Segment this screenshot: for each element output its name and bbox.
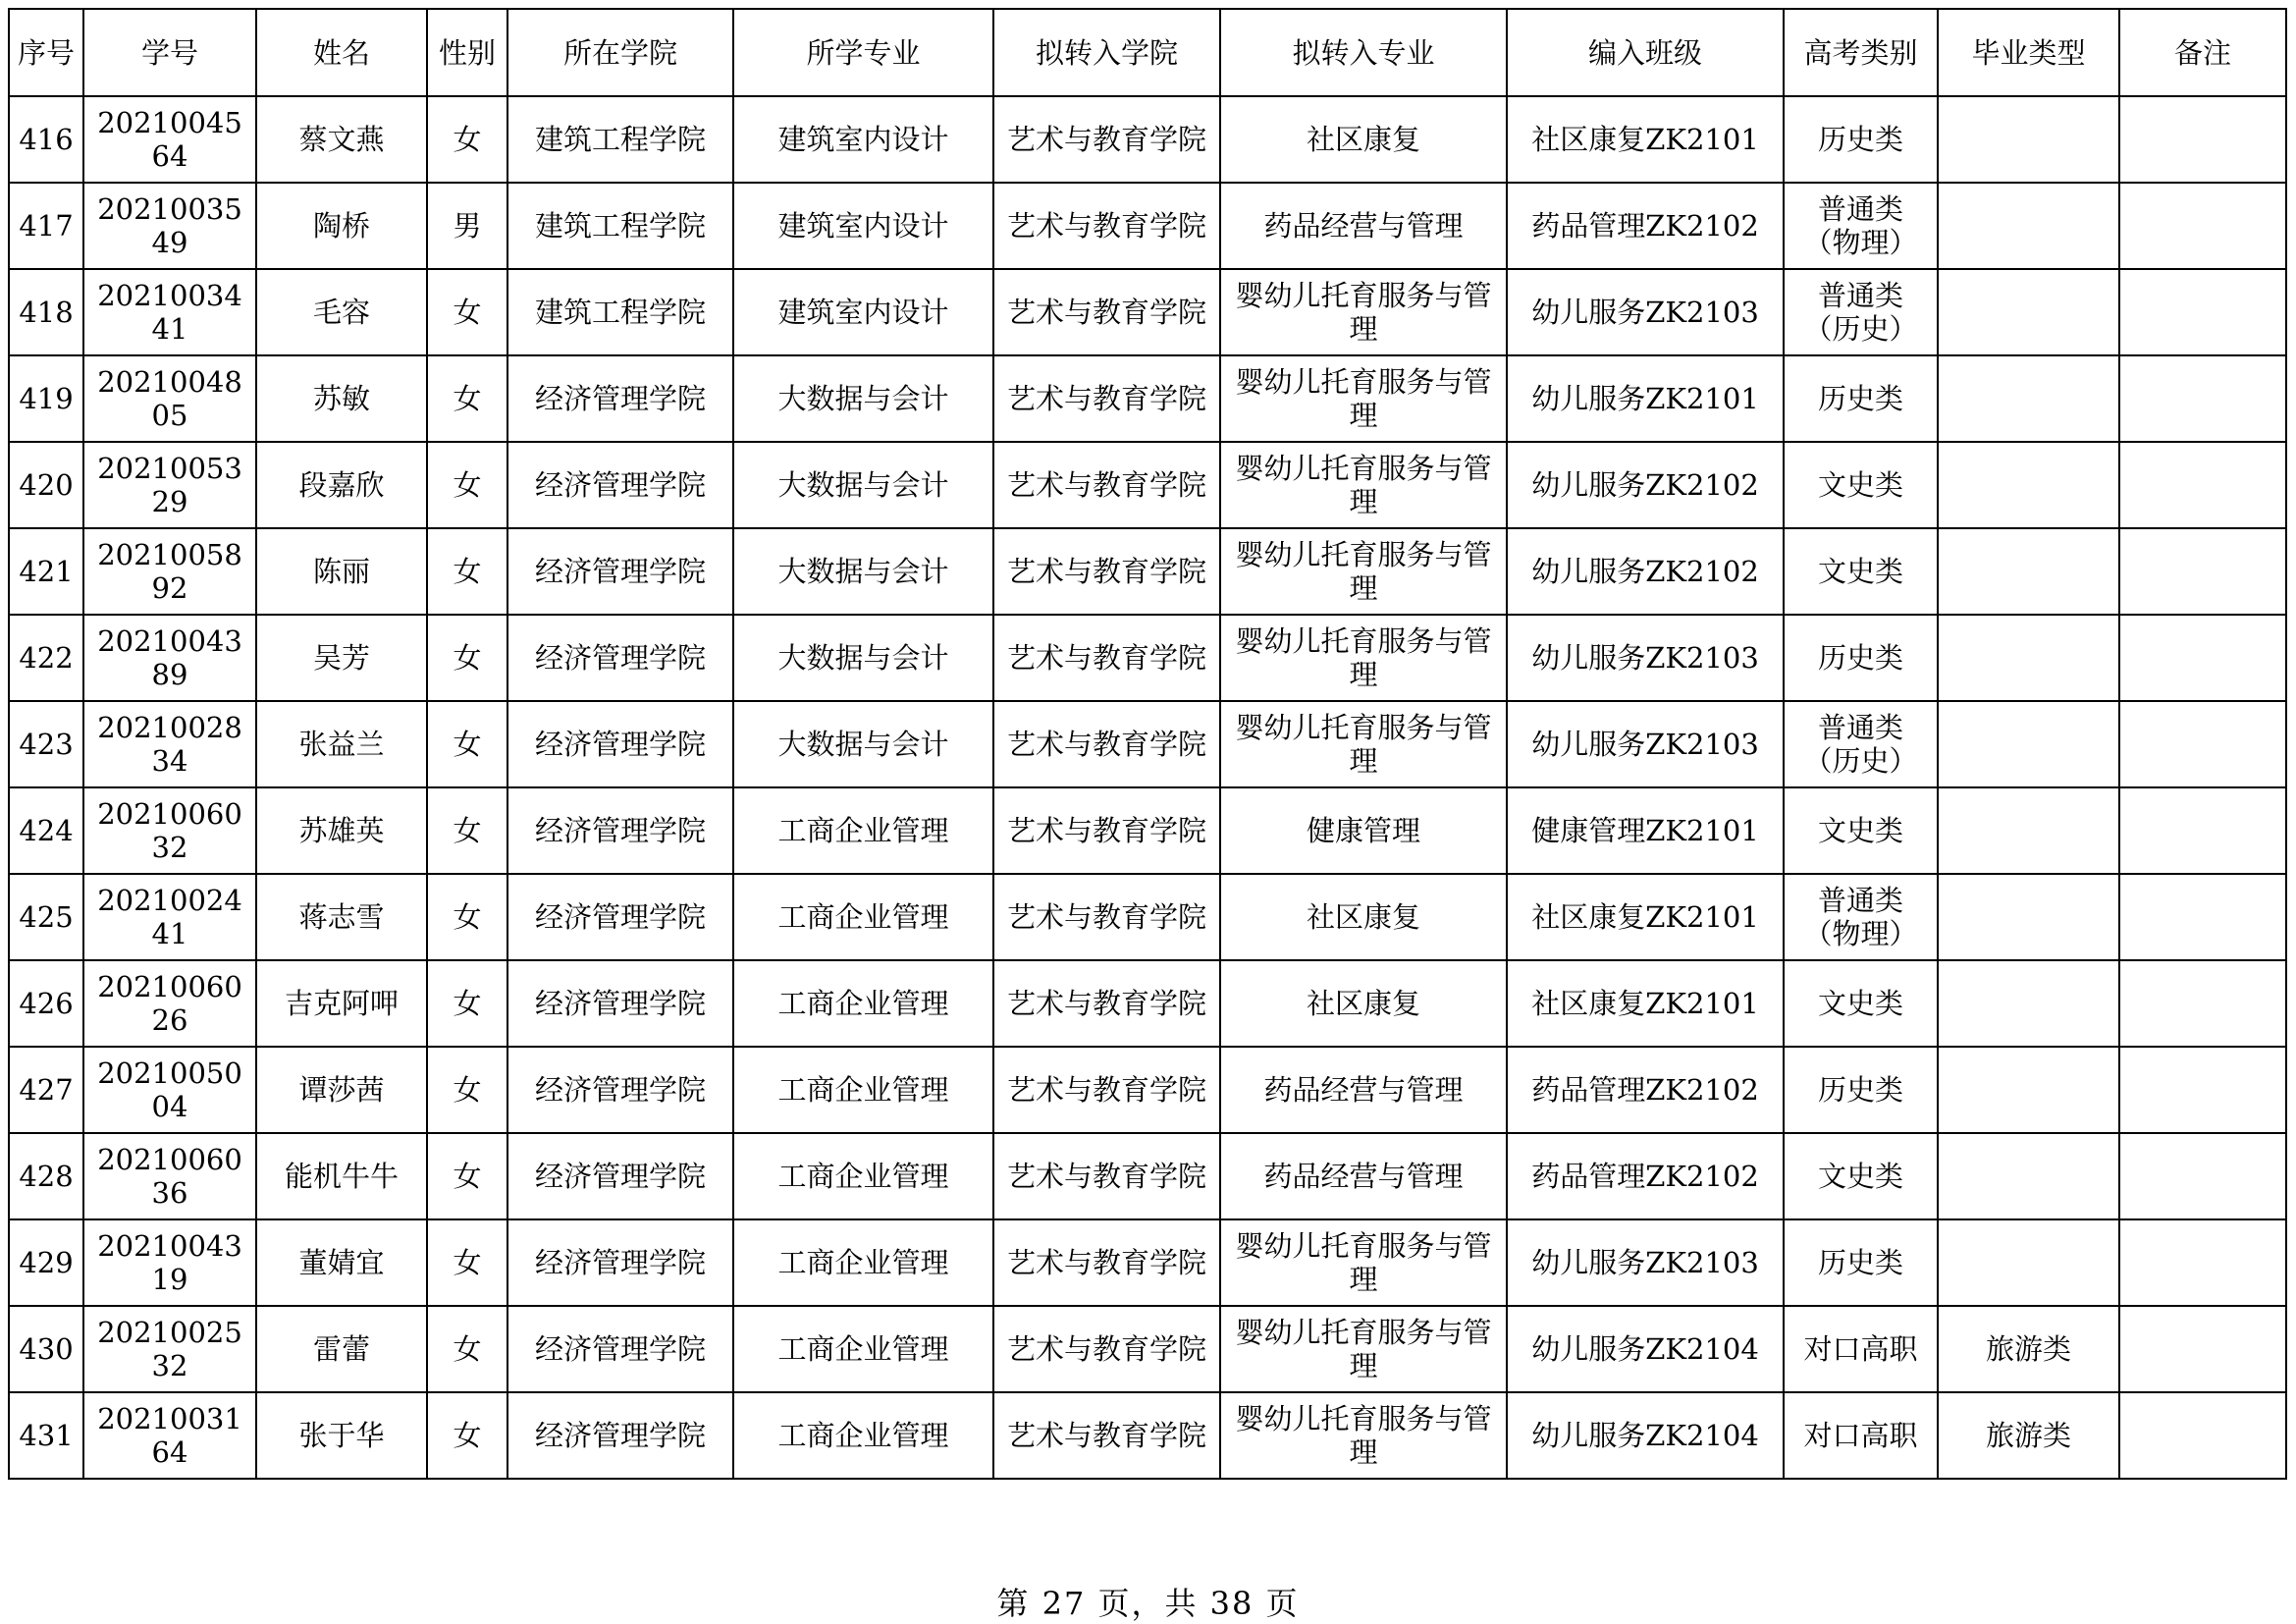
cell-class: 幼儿服务ZK2104 — [1507, 1392, 1784, 1479]
cell-name: 张益兰 — [256, 701, 427, 787]
cell-gender: 女 — [427, 96, 507, 183]
header-graduation-type: 毕业类型 — [1938, 9, 2119, 96]
header-target-major: 拟转入专业 — [1220, 9, 1507, 96]
cell-name: 陶桥 — [256, 183, 427, 269]
header-seq: 序号 — [9, 9, 83, 96]
cell-current-college: 建筑工程学院 — [507, 96, 733, 183]
cell-graduation-type — [1938, 528, 2119, 615]
cell-seq: 428 — [9, 1133, 83, 1219]
cell-current-college: 经济管理学院 — [507, 1133, 733, 1219]
cell-exam-category: 普通类（历史） — [1784, 269, 1938, 355]
table-row — [9, 183, 2286, 269]
cell-gender: 女 — [427, 1392, 507, 1479]
cell-name: 毛容 — [256, 269, 427, 355]
cell-remarks — [2119, 1133, 2286, 1219]
cell-class: 幼儿服务ZK2103 — [1507, 701, 1784, 787]
cell-target-college: 艺术与教育学院 — [993, 1306, 1220, 1392]
cell-seq: 429 — [9, 1219, 83, 1306]
cell-graduation-type — [1938, 442, 2119, 528]
transfer-student-table — [8, 8, 2287, 1480]
cell-remarks — [2119, 701, 2286, 787]
cell-seq: 420 — [9, 442, 83, 528]
cell-class: 健康管理ZK2101 — [1507, 787, 1784, 874]
cell-graduation-type — [1938, 183, 2119, 269]
cell-gender: 女 — [427, 615, 507, 701]
cell-current-college: 经济管理学院 — [507, 1392, 733, 1479]
cell-current-major: 大数据与会计 — [733, 615, 993, 701]
cell-name: 蒋志雪 — [256, 874, 427, 960]
cell-student-id: 2021006032 — [83, 787, 256, 874]
cell-graduation-type — [1938, 1133, 2119, 1219]
cell-seq: 431 — [9, 1392, 83, 1479]
cell-student-id: 2021004389 — [83, 615, 256, 701]
cell-target-major: 社区康复 — [1220, 96, 1507, 183]
cell-target-major: 婴幼儿托育服务与管理 — [1220, 442, 1507, 528]
cell-name: 谭莎茜 — [256, 1047, 427, 1133]
cell-class: 社区康复ZK2101 — [1507, 96, 1784, 183]
cell-student-id: 2021005329 — [83, 442, 256, 528]
cell-remarks — [2119, 1047, 2286, 1133]
cell-target-major: 药品经营与管理 — [1220, 183, 1507, 269]
table-row — [9, 1219, 2286, 1306]
cell-remarks — [2119, 269, 2286, 355]
cell-seq: 421 — [9, 528, 83, 615]
cell-exam-category: 文史类 — [1784, 1133, 1938, 1219]
table-row — [9, 701, 2286, 787]
table-row — [9, 874, 2286, 960]
cell-gender: 男 — [427, 183, 507, 269]
cell-gender: 女 — [427, 1306, 507, 1392]
cell-student-id: 2021002834 — [83, 701, 256, 787]
cell-current-major: 工商企业管理 — [733, 1133, 993, 1219]
cell-target-college: 艺术与教育学院 — [993, 1133, 1220, 1219]
cell-name: 段嘉欣 — [256, 442, 427, 528]
cell-name: 能机牛牛 — [256, 1133, 427, 1219]
table-row — [9, 528, 2286, 615]
cell-class: 幼儿服务ZK2102 — [1507, 528, 1784, 615]
cell-target-major: 药品经营与管理 — [1220, 1133, 1507, 1219]
cell-exam-category: 历史类 — [1784, 1047, 1938, 1133]
cell-current-college: 经济管理学院 — [507, 960, 733, 1047]
cell-remarks — [2119, 960, 2286, 1047]
cell-current-college: 经济管理学院 — [507, 615, 733, 701]
cell-student-id: 2021003549 — [83, 183, 256, 269]
cell-gender: 女 — [427, 442, 507, 528]
cell-current-major: 工商企业管理 — [733, 1392, 993, 1479]
table-header — [9, 9, 2286, 96]
cell-name: 吴芳 — [256, 615, 427, 701]
table-row — [9, 960, 2286, 1047]
cell-exam-category: 普通类（物理） — [1784, 183, 1938, 269]
cell-remarks — [2119, 355, 2286, 442]
table-row — [9, 615, 2286, 701]
cell-graduation-type — [1938, 701, 2119, 787]
cell-gender: 女 — [427, 787, 507, 874]
cell-remarks — [2119, 528, 2286, 615]
cell-target-major: 婴幼儿托育服务与管理 — [1220, 615, 1507, 701]
cell-target-college: 艺术与教育学院 — [993, 1219, 1220, 1306]
cell-target-major: 婴幼儿托育服务与管理 — [1220, 701, 1507, 787]
cell-seq: 424 — [9, 787, 83, 874]
header-remarks: 备注 — [2119, 9, 2286, 96]
cell-target-college: 艺术与教育学院 — [993, 528, 1220, 615]
cell-current-college: 经济管理学院 — [507, 787, 733, 874]
cell-graduation-type — [1938, 1219, 2119, 1306]
cell-current-major: 建筑室内设计 — [733, 269, 993, 355]
cell-remarks — [2119, 442, 2286, 528]
cell-current-college: 经济管理学院 — [507, 528, 733, 615]
cell-current-major: 大数据与会计 — [733, 528, 993, 615]
cell-target-college: 艺术与教育学院 — [993, 701, 1220, 787]
cell-current-college: 经济管理学院 — [507, 1047, 733, 1133]
cell-target-college: 艺术与教育学院 — [993, 442, 1220, 528]
cell-current-major: 大数据与会计 — [733, 701, 993, 787]
cell-student-id: 2021005004 — [83, 1047, 256, 1133]
cell-name: 吉克阿呷 — [256, 960, 427, 1047]
cell-exam-category: 普通类（物理） — [1784, 874, 1938, 960]
header-class: 编入班级 — [1507, 9, 1784, 96]
cell-seq: 426 — [9, 960, 83, 1047]
cell-name: 苏敏 — [256, 355, 427, 442]
header-student-id: 学号 — [83, 9, 256, 96]
cell-current-major: 大数据与会计 — [733, 442, 993, 528]
cell-remarks — [2119, 1392, 2286, 1479]
cell-current-college: 经济管理学院 — [507, 1306, 733, 1392]
cell-exam-category: 文史类 — [1784, 528, 1938, 615]
cell-target-college: 艺术与教育学院 — [993, 1392, 1220, 1479]
cell-class: 药品管理ZK2102 — [1507, 1047, 1784, 1133]
cell-student-id: 2021003164 — [83, 1392, 256, 1479]
cell-remarks — [2119, 615, 2286, 701]
cell-remarks — [2119, 787, 2286, 874]
cell-target-major: 健康管理 — [1220, 787, 1507, 874]
cell-target-college: 艺术与教育学院 — [993, 615, 1220, 701]
cell-seq: 425 — [9, 874, 83, 960]
cell-gender: 女 — [427, 1219, 507, 1306]
cell-exam-category: 文史类 — [1784, 960, 1938, 1047]
header-target-college: 拟转入学院 — [993, 9, 1220, 96]
cell-seq: 427 — [9, 1047, 83, 1133]
cell-class: 幼儿服务ZK2104 — [1507, 1306, 1784, 1392]
cell-current-college: 建筑工程学院 — [507, 269, 733, 355]
cell-remarks — [2119, 183, 2286, 269]
cell-gender: 女 — [427, 960, 507, 1047]
cell-seq: 423 — [9, 701, 83, 787]
cell-exam-category: 对口高职 — [1784, 1306, 1938, 1392]
cell-current-college: 建筑工程学院 — [507, 183, 733, 269]
cell-gender: 女 — [427, 1133, 507, 1219]
cell-remarks — [2119, 874, 2286, 960]
cell-class: 幼儿服务ZK2103 — [1507, 269, 1784, 355]
cell-seq: 417 — [9, 183, 83, 269]
cell-target-major: 社区康复 — [1220, 960, 1507, 1047]
table-row — [9, 96, 2286, 183]
cell-target-college: 艺术与教育学院 — [993, 960, 1220, 1047]
cell-student-id: 2021004319 — [83, 1219, 256, 1306]
cell-name: 苏雄英 — [256, 787, 427, 874]
cell-seq: 422 — [9, 615, 83, 701]
cell-target-college: 艺术与教育学院 — [993, 874, 1220, 960]
cell-seq: 430 — [9, 1306, 83, 1392]
cell-class: 社区康复ZK2101 — [1507, 874, 1784, 960]
cell-exam-category: 文史类 — [1784, 787, 1938, 874]
cell-target-major: 婴幼儿托育服务与管理 — [1220, 355, 1507, 442]
cell-target-major: 婴幼儿托育服务与管理 — [1220, 1306, 1507, 1392]
cell-current-major: 建筑室内设计 — [733, 96, 993, 183]
cell-target-college: 艺术与教育学院 — [993, 355, 1220, 442]
cell-graduation-type: 旅游类 — [1938, 1306, 2119, 1392]
cell-exam-category: 历史类 — [1784, 1219, 1938, 1306]
cell-graduation-type — [1938, 269, 2119, 355]
cell-student-id: 2021006036 — [83, 1133, 256, 1219]
cell-current-college: 经济管理学院 — [507, 355, 733, 442]
cell-gender: 女 — [427, 701, 507, 787]
header-gender: 性别 — [427, 9, 507, 96]
header-current-major: 所学专业 — [733, 9, 993, 96]
cell-gender: 女 — [427, 269, 507, 355]
table-row — [9, 355, 2286, 442]
cell-target-college: 艺术与教育学院 — [993, 269, 1220, 355]
cell-target-college: 艺术与教育学院 — [993, 787, 1220, 874]
cell-graduation-type — [1938, 960, 2119, 1047]
table-row — [9, 1133, 2286, 1219]
cell-class: 幼儿服务ZK2103 — [1507, 615, 1784, 701]
cell-graduation-type — [1938, 1047, 2119, 1133]
page-footer: 第 27 页，共 38 页 — [996, 1585, 1300, 1622]
cell-name: 陈丽 — [256, 528, 427, 615]
cell-exam-category: 历史类 — [1784, 615, 1938, 701]
cell-student-id: 2021003441 — [83, 269, 256, 355]
cell-student-id: 2021002441 — [83, 874, 256, 960]
cell-class: 药品管理ZK2102 — [1507, 183, 1784, 269]
cell-target-major: 婴幼儿托育服务与管理 — [1220, 528, 1507, 615]
cell-graduation-type — [1938, 355, 2119, 442]
cell-target-major: 婴幼儿托育服务与管理 — [1220, 269, 1507, 355]
cell-exam-category: 对口高职 — [1784, 1392, 1938, 1479]
cell-exam-category: 普通类（历史） — [1784, 701, 1938, 787]
header-row — [9, 9, 2286, 96]
table-row — [9, 442, 2286, 528]
cell-exam-category: 历史类 — [1784, 96, 1938, 183]
cell-current-college: 经济管理学院 — [507, 442, 733, 528]
cell-current-major: 大数据与会计 — [733, 355, 993, 442]
cell-student-id: 2021004564 — [83, 96, 256, 183]
cell-seq: 418 — [9, 269, 83, 355]
cell-gender: 女 — [427, 874, 507, 960]
header-exam-category: 高考类别 — [1784, 9, 1938, 96]
cell-remarks — [2119, 1306, 2286, 1392]
header-current-college: 所在学院 — [507, 9, 733, 96]
cell-current-college: 经济管理学院 — [507, 1219, 733, 1306]
cell-student-id: 2021004805 — [83, 355, 256, 442]
cell-target-college: 艺术与教育学院 — [993, 1047, 1220, 1133]
cell-student-id: 2021006026 — [83, 960, 256, 1047]
table-row — [9, 1392, 2286, 1479]
cell-graduation-type — [1938, 874, 2119, 960]
cell-name: 张于华 — [256, 1392, 427, 1479]
cell-gender: 女 — [427, 355, 507, 442]
cell-gender: 女 — [427, 1047, 507, 1133]
table-row — [9, 787, 2286, 874]
cell-current-major: 建筑室内设计 — [733, 183, 993, 269]
header-name: 姓名 — [256, 9, 427, 96]
cell-name: 董婧宜 — [256, 1219, 427, 1306]
cell-target-major: 婴幼儿托育服务与管理 — [1220, 1392, 1507, 1479]
cell-current-major: 工商企业管理 — [733, 1219, 993, 1306]
table-row — [9, 269, 2286, 355]
cell-graduation-type: 旅游类 — [1938, 1392, 2119, 1479]
cell-class: 幼儿服务ZK2101 — [1507, 355, 1784, 442]
cell-target-college: 艺术与教育学院 — [993, 96, 1220, 183]
cell-current-major: 工商企业管理 — [733, 1047, 993, 1133]
cell-class: 社区康复ZK2101 — [1507, 960, 1784, 1047]
cell-current-major: 工商企业管理 — [733, 960, 993, 1047]
cell-graduation-type — [1938, 96, 2119, 183]
cell-name: 蔡文燕 — [256, 96, 427, 183]
cell-current-major: 工商企业管理 — [733, 1306, 993, 1392]
cell-gender: 女 — [427, 528, 507, 615]
cell-target-major: 婴幼儿托育服务与管理 — [1220, 1219, 1507, 1306]
cell-remarks — [2119, 96, 2286, 183]
cell-seq: 419 — [9, 355, 83, 442]
cell-class: 药品管理ZK2102 — [1507, 1133, 1784, 1219]
cell-seq: 416 — [9, 96, 83, 183]
cell-exam-category: 文史类 — [1784, 442, 1938, 528]
table-row — [9, 1047, 2286, 1133]
cell-target-college: 艺术与教育学院 — [993, 183, 1220, 269]
cell-class: 幼儿服务ZK2103 — [1507, 1219, 1784, 1306]
cell-target-major: 社区康复 — [1220, 874, 1507, 960]
cell-graduation-type — [1938, 615, 2119, 701]
cell-current-major: 工商企业管理 — [733, 787, 993, 874]
cell-name: 雷蕾 — [256, 1306, 427, 1392]
cell-student-id: 2021002532 — [83, 1306, 256, 1392]
cell-remarks — [2119, 1219, 2286, 1306]
cell-current-major: 工商企业管理 — [733, 874, 993, 960]
cell-target-major: 药品经营与管理 — [1220, 1047, 1507, 1133]
cell-graduation-type — [1938, 787, 2119, 874]
table-body — [9, 96, 2286, 1479]
cell-class: 幼儿服务ZK2102 — [1507, 442, 1784, 528]
cell-current-college: 经济管理学院 — [507, 701, 733, 787]
cell-exam-category: 历史类 — [1784, 355, 1938, 442]
table-row — [9, 1306, 2286, 1392]
cell-student-id: 2021005892 — [83, 528, 256, 615]
cell-current-college: 经济管理学院 — [507, 874, 733, 960]
